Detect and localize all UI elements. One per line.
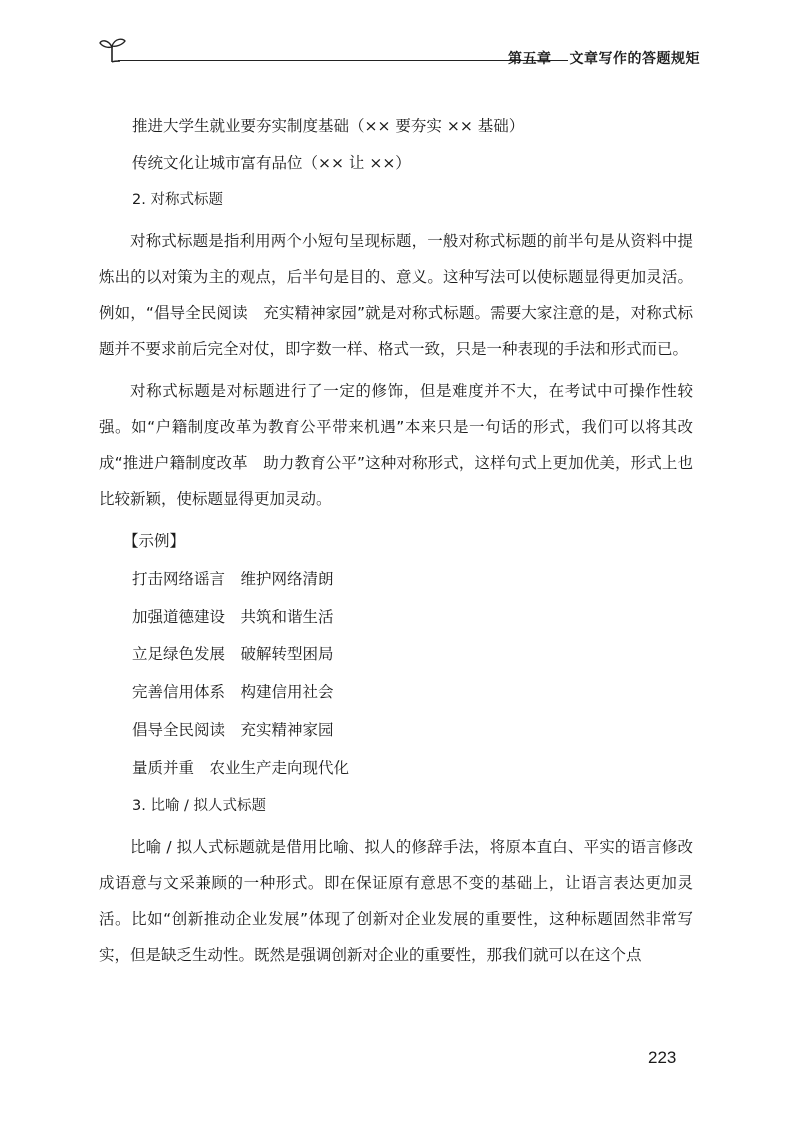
chapter-name: 文章写作的答题规矩	[569, 51, 700, 67]
paragraph: 对称式标题是对标题进行了一定的修饰，但是难度并不大，在考试中可操作性较强。如“户籍制度改革为教育公平带来机遇”本来只是一句话的形式，我们可以将其改成“推进户籍制度改革 助力教育公平”这种对称形式，这样句式上更加优美，形式上也比较新颖，使标题显得更加灵动。	[99, 382, 693, 508]
example-item: 完善信用体系 构建信用社会	[132, 683, 334, 702]
paragraph: 比喻 / 拟人式标题就是借用比喻、拟人的修辞手法，将原本直白、平实的语言修改成语意与文采兼顾的一种形式。即在保证原有意思不变的基础上，让语言表达更加灵活。比如“创新推动企业发展”体现了创新对企业发展的重要性，这种标题固然非常写实，但是缺乏生动性。既然是强调创新对企业的重要性，那我们就可以在这个点	[99, 837, 693, 964]
page-number: 223	[648, 1048, 677, 1067]
section-heading-metaphor: 3. 比喻 / 拟人式标题	[132, 797, 267, 814]
chapter-number: 第五章	[508, 51, 552, 67]
title-example-2: 传统文化让城市富有品位（×× 让 ××）	[132, 154, 411, 172]
example-item: 加强道德建设 共筑和谐生活	[132, 607, 334, 626]
page-body	[99, 108, 693, 979]
paragraph: 对称式标题是指利用两个小短句呈现标题，一般对称式标题的前半句是从资料中提炼出的以对策为主的观点，后半句是目的、意义。这种写法可以使标题显得更加灵活。例如，“倡导全民阅读 充实精神家园”就是对称式标题。需要大家注意的是，对称式标题并不要求前后完全对仗，即字数一样、格式一致，只是一种表现的手法和形式而已。	[99, 232, 693, 358]
running-header	[98, 34, 700, 74]
header-rule	[118, 60, 568, 61]
section-heading-symmetric: 2. 对称式标题	[132, 192, 223, 208]
example-item: 打击网络谣言 维护网络清朗	[132, 569, 334, 588]
example-item: 量质并重 农业生产走向现代化	[132, 758, 350, 777]
example-item: 倡导全民阅读 充实精神家园	[132, 720, 334, 739]
example-item: 立足绿色发展 破解转型困局	[132, 645, 334, 664]
example-label: 【示例】	[123, 532, 186, 550]
title-example-1: 推进大学生就业要夯实制度基础（×× 要夯实 ×× 基础）	[132, 117, 525, 135]
chapter-title	[508, 48, 700, 68]
